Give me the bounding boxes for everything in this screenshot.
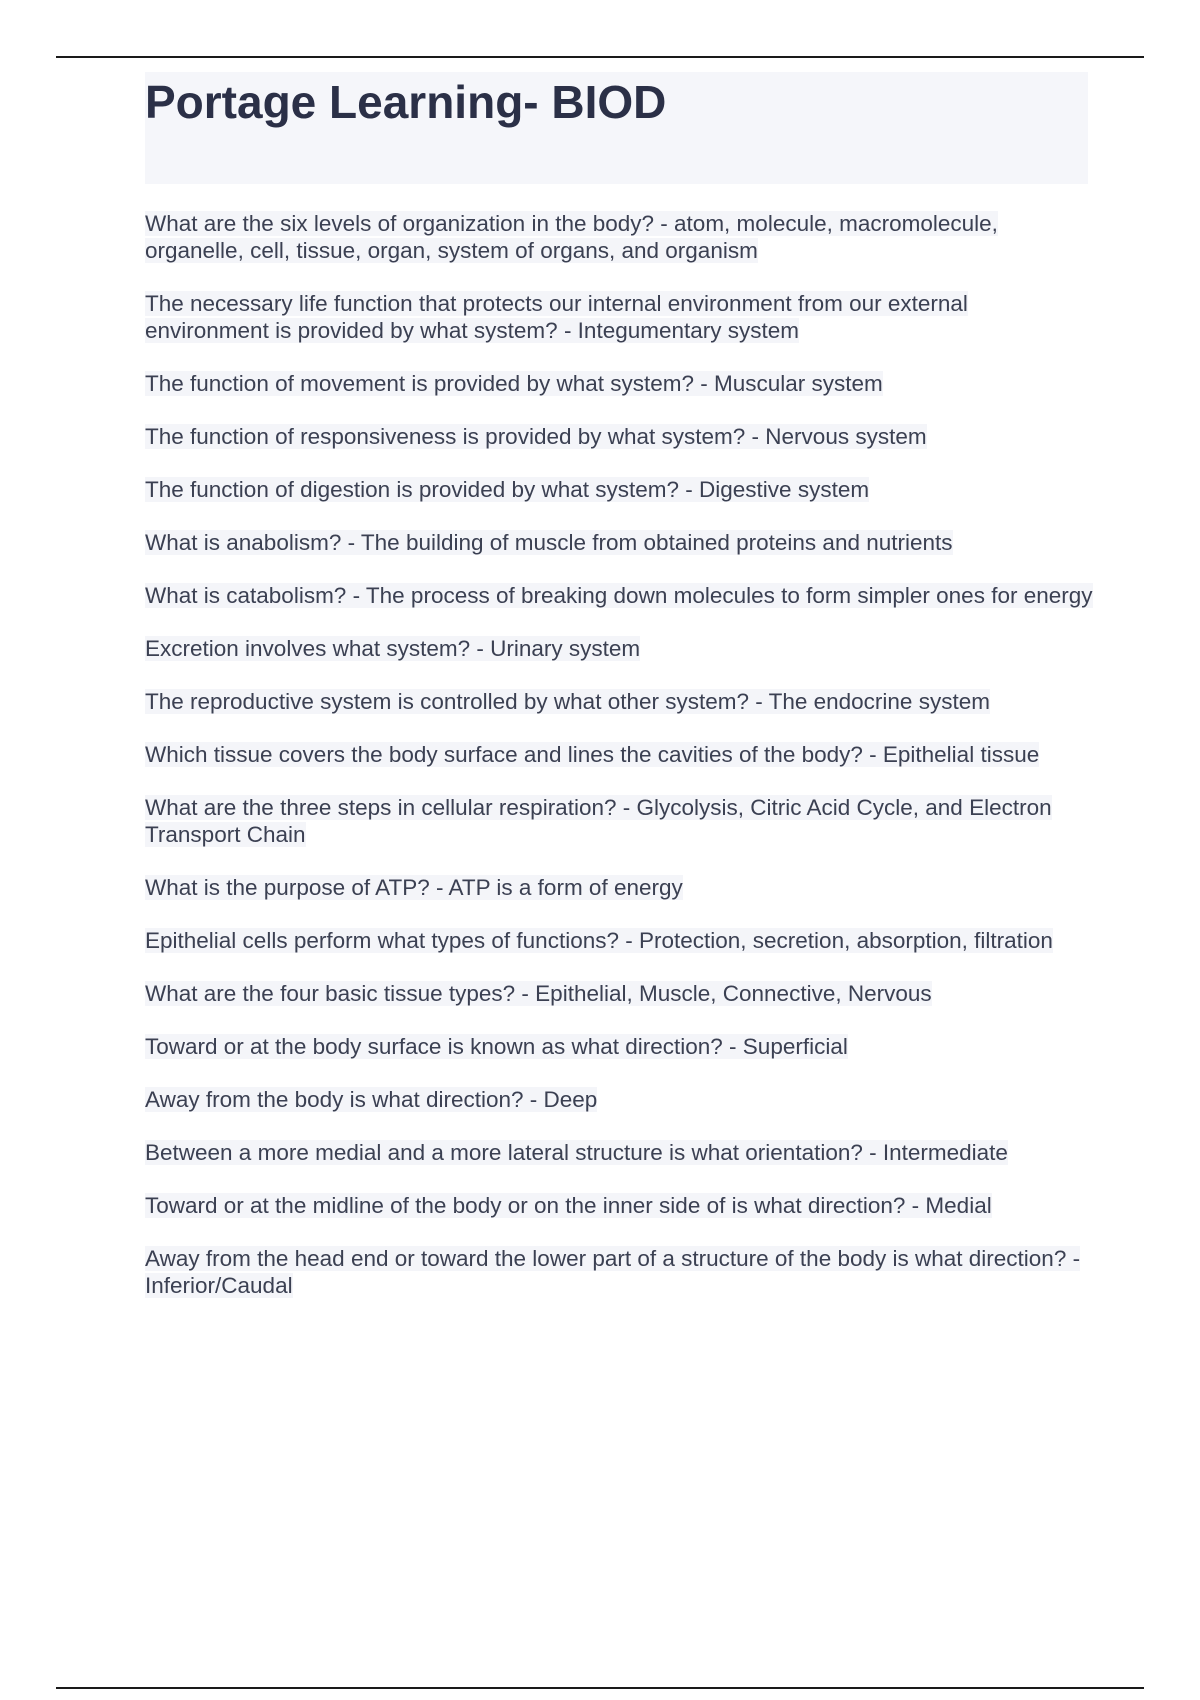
- document-title: Portage Learning- BIOD: [145, 76, 667, 128]
- qa-text: Which tissue covers the body surface and lines the cavities of the body? - Epithelial tissue: [145, 742, 1040, 767]
- qa-text: Excretion involves what system? - Urinary system: [145, 636, 641, 661]
- qa-text: What are the six levels of organization in the body? - atom, molecule, macromolecule, organelle, cell, tissue, organ, system of organs, and organism: [145, 211, 998, 263]
- qa-text: The function of movement is provided by what system? - Muscular system: [145, 371, 883, 396]
- qa-item: [145, 370, 1095, 397]
- qa-list: [145, 210, 1095, 1325]
- qa-item: [145, 582, 1095, 609]
- qa-item: [145, 1192, 1095, 1219]
- qa-item: [145, 1245, 1095, 1299]
- qa-text: Toward or at the midline of the body or on the inner side of is what direction? - Medial: [145, 1193, 992, 1218]
- qa-text: Epithelial cells perform what types of functions? - Protection, secretion, absorption, filtration: [145, 928, 1053, 953]
- qa-item: [145, 741, 1095, 768]
- qa-text: The necessary life function that protects our internal environment from our external environment is provided by what system? - Integumentary system: [145, 291, 968, 343]
- top-rule: [56, 56, 1144, 58]
- qa-item: [145, 794, 1095, 848]
- qa-item: [145, 1139, 1095, 1166]
- qa-item: [145, 423, 1095, 450]
- qa-text: What is catabolism? - The process of breaking down molecules to form simpler ones for energy: [145, 583, 1093, 608]
- qa-text: Toward or at the body surface is known as what direction? - Superficial: [145, 1034, 848, 1059]
- bottom-rule: [56, 1687, 1144, 1689]
- qa-item: [145, 476, 1095, 503]
- qa-text: What is anabolism? - The building of muscle from obtained proteins and nutrients: [145, 530, 953, 555]
- qa-item: [145, 927, 1095, 954]
- qa-text: Between a more medial and a more lateral structure is what orientation? - Intermediate: [145, 1140, 1008, 1165]
- qa-text: The reproductive system is controlled by what other system? - The endocrine system: [145, 689, 990, 714]
- qa-item: [145, 210, 1095, 264]
- qa-text: The function of digestion is provided by what system? - Digestive system: [145, 477, 870, 502]
- qa-text: Away from the head end or toward the lower part of a structure of the body is what direction? - Inferior/Caudal: [145, 1246, 1081, 1298]
- qa-item: [145, 290, 1095, 344]
- qa-text: What are the three steps in cellular respiration? - Glycolysis, Citric Acid Cycle, and Electron Transport Chain: [145, 795, 1052, 847]
- qa-item: [145, 980, 1095, 1007]
- qa-item: [145, 688, 1095, 715]
- qa-item: [145, 635, 1095, 662]
- qa-text: What are the four basic tissue types? - Epithelial, Muscle, Connective, Nervous: [145, 981, 932, 1006]
- qa-item: [145, 874, 1095, 901]
- qa-item: [145, 1086, 1095, 1113]
- qa-text: The function of responsiveness is provided by what system? - Nervous system: [145, 424, 927, 449]
- qa-text: Away from the body is what direction? - Deep: [145, 1087, 598, 1112]
- qa-text: What is the purpose of ATP? - ATP is a form of energy: [145, 875, 683, 900]
- qa-item: [145, 529, 1095, 556]
- qa-item: [145, 1033, 1095, 1060]
